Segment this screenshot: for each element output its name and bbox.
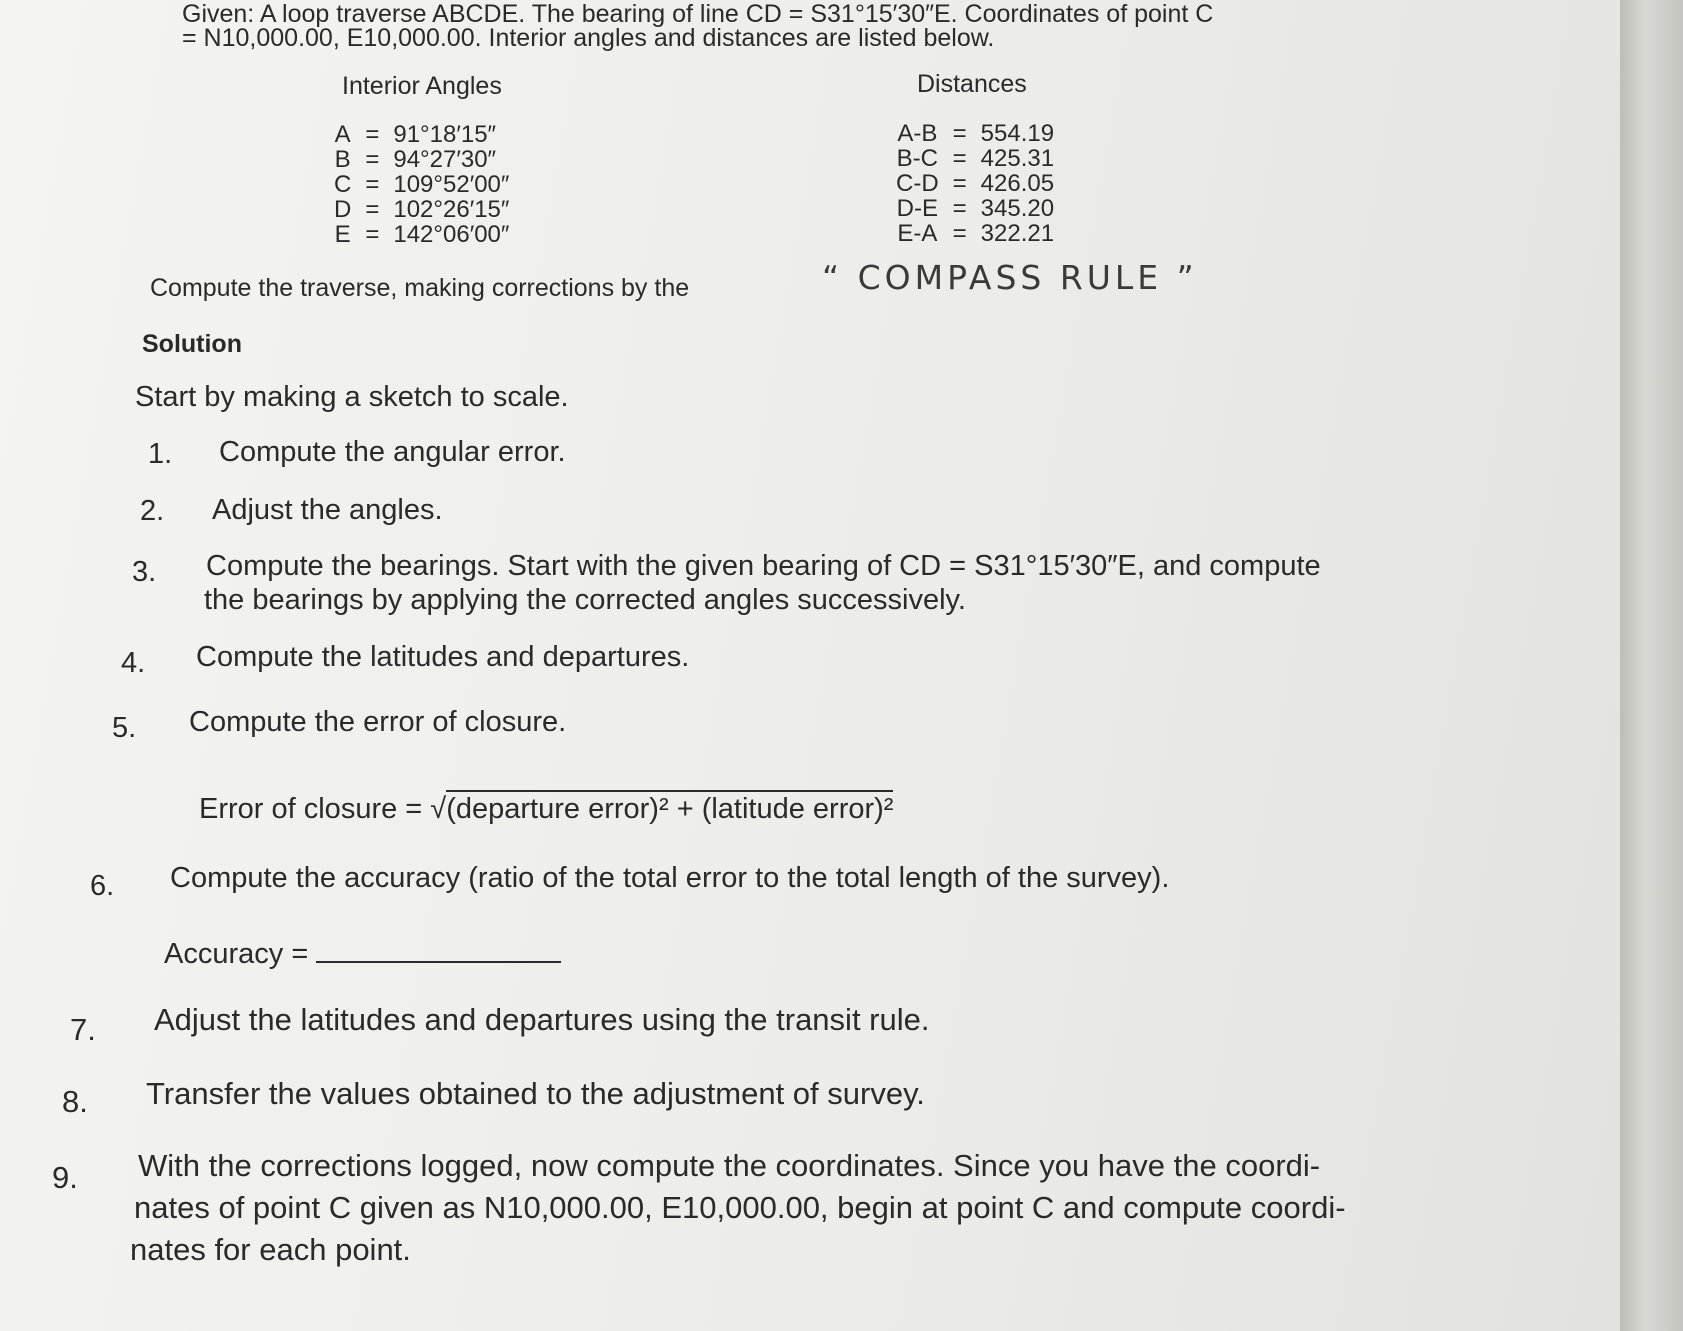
step-text: Compute the error of closure.: [189, 706, 567, 738]
distance-row: [890, 221, 1060, 246]
angle-equals: =: [365, 171, 380, 198]
step-number: 1.: [148, 438, 173, 470]
step-number: 5.: [112, 712, 137, 744]
error-of-closure-formula: [199, 793, 893, 826]
distance-value: 425.31: [980, 145, 1055, 172]
step-text: With the corrections logged, now compute the coordinates. Since you have the coordi-: [138, 1148, 1321, 1183]
distance-label: C-D: [896, 170, 939, 197]
solution-heading: Solution: [142, 330, 242, 358]
start-instruction: Start by making a sketch to scale.: [135, 381, 569, 413]
step-number: 3.: [132, 556, 157, 588]
square-root: [430, 793, 893, 826]
step-text: Compute the angular error.: [219, 436, 566, 468]
step-text-continued: nates for each point.: [130, 1232, 411, 1267]
step-number: 9.: [52, 1160, 78, 1195]
step-text: Transfer the values obtained to the adjustment of survey.: [146, 1076, 925, 1111]
distance-label: A-B: [897, 120, 938, 147]
distance-label: B-C: [896, 145, 938, 172]
latitude-error-term: (latitude error)²: [701, 793, 894, 825]
step-number: 7.: [70, 1012, 96, 1047]
accuracy-line: [164, 938, 561, 971]
distance-value: 345.20: [980, 195, 1055, 222]
angle-value: 91°18′15″: [393, 121, 497, 148]
angle-equals: =: [365, 196, 380, 223]
plus-sign: +: [676, 793, 694, 825]
given-line-2: = N10,000.00, E10,000.00. Interior angles and distances are listed below.: [182, 24, 995, 52]
given-line-1: Given: A loop traverse ABCDE. The bearing of line CD = S31°15′30″E. Coordinates of point C: [182, 0, 1214, 28]
radical-sign: √: [430, 793, 447, 825]
distance-row: [890, 196, 1060, 221]
angle-row: [328, 147, 515, 172]
radicand: [446, 790, 893, 825]
angle-equals: =: [365, 146, 380, 173]
angle-value: 109°52′00″: [393, 171, 510, 198]
angle-row: [328, 222, 515, 247]
distance-equals: =: [952, 120, 967, 147]
distance-value: 426.05: [980, 170, 1055, 197]
step-text: Compute the latitudes and departures.: [196, 641, 690, 673]
step-number: 4.: [121, 647, 146, 679]
accuracy-blank: [316, 939, 561, 963]
angle-value: 102°26′15″: [393, 196, 510, 223]
angles-header: Interior Angles: [342, 72, 502, 100]
angle-equals: =: [365, 121, 380, 148]
step-text-continued: the bearings by applying the corrected angles successively.: [204, 584, 966, 616]
angle-label: E: [334, 221, 351, 248]
formula-lhs: Error of closure =: [199, 793, 423, 825]
angle-row: [328, 122, 515, 147]
angle-value: 94°27′30″: [393, 146, 497, 173]
distance-equals: =: [952, 195, 967, 222]
angle-equals: =: [365, 221, 380, 248]
distances-table: [890, 121, 1060, 246]
step-text: Compute the bearings. Start with the given bearing of CD = S31°15′30″E, and compute: [206, 550, 1321, 582]
distance-equals: =: [952, 220, 967, 247]
angle-label: B: [334, 146, 351, 173]
angle-label: D: [334, 196, 352, 223]
step-number: 8.: [62, 1084, 88, 1119]
step-number: 2.: [140, 495, 165, 527]
distance-row: [890, 171, 1060, 196]
page-edge: [1620, 0, 1683, 1331]
distance-equals: =: [952, 170, 967, 197]
angle-row: [328, 197, 515, 222]
angle-row: [328, 172, 515, 197]
distance-value: 322.21: [980, 220, 1055, 247]
departure-error-term: (departure error)²: [446, 793, 669, 825]
distance-row: [890, 146, 1060, 171]
distance-value: 554.19: [980, 120, 1055, 147]
step-text: Compute the accuracy (ratio of the total error to the total length of the survey).: [170, 862, 1170, 894]
distance-label: D-E: [896, 195, 938, 222]
handwritten-annotation: “ COMPASS RULE ”: [822, 258, 1198, 297]
angle-label: A: [334, 121, 351, 148]
angles-table: [328, 122, 515, 247]
distances-header: Distances: [917, 70, 1027, 98]
step-text: Adjust the latitudes and departures using the transit rule.: [154, 1002, 930, 1037]
distance-row: [890, 121, 1060, 146]
distance-label: E-A: [897, 220, 938, 247]
angle-label: C: [334, 171, 352, 198]
distance-equals: =: [952, 145, 967, 172]
step-text-continued: nates of point C given as N10,000.00, E10,000.00, begin at point C and compute coordi-: [134, 1190, 1346, 1225]
angle-value: 142°06′00″: [393, 221, 510, 248]
accuracy-label: Accuracy =: [164, 938, 309, 970]
step-number: 6.: [90, 870, 115, 902]
compute-instruction: Compute the traverse, making corrections by the: [150, 274, 690, 302]
step-text: Adjust the angles.: [212, 494, 443, 526]
